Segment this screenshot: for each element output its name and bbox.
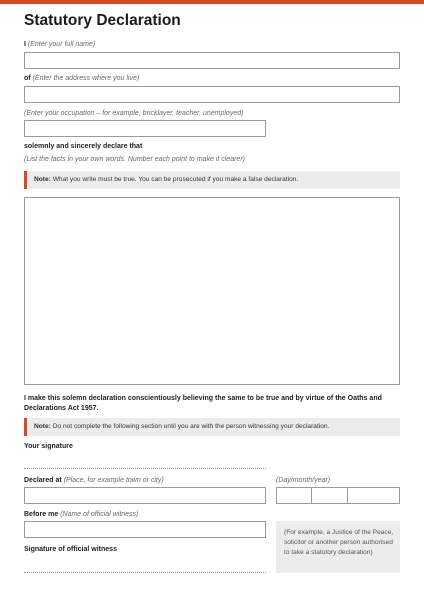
address-input[interactable] xyxy=(24,86,400,103)
note-label: Note: xyxy=(34,423,51,430)
witness-signature-label-row xyxy=(24,546,117,553)
witness-name-input[interactable] xyxy=(24,521,266,538)
note-false-declaration xyxy=(24,171,400,189)
witness-signature-label: Signature of official witness xyxy=(24,546,117,553)
name-label-row xyxy=(24,41,95,48)
note-witness xyxy=(24,418,400,436)
before-me-label-row xyxy=(24,511,138,518)
page-title: Statutory Declaration xyxy=(24,12,181,29)
occupation-hint: (Enter your occupation – for example, bricklayer, teacher, unemployed) xyxy=(24,110,244,117)
witness-info-text: (For example, a Justice of the Peace, solicitor or another person authorised to take a statutory declaration) xyxy=(284,529,394,556)
date-month-input[interactable] xyxy=(311,487,348,504)
witness-info-box xyxy=(276,521,400,573)
signature-label-row xyxy=(24,443,73,450)
note-accent-bar xyxy=(24,171,27,189)
declared-at-label-row xyxy=(24,477,164,484)
declare-intro-hint-row xyxy=(24,156,245,163)
note-label: Note: xyxy=(34,176,51,183)
before-me-hint: (Name of official witness) xyxy=(60,511,139,518)
address-label: of xyxy=(24,75,31,82)
witness-signature-line[interactable] xyxy=(24,572,266,573)
name-hint: (Enter your full name) xyxy=(27,41,96,48)
declared-at-label: Declared at xyxy=(24,477,62,484)
address-label-row xyxy=(24,75,139,82)
declare-intro-hint: (List the facts in your own words. Number each point to make it clearer) xyxy=(24,156,245,163)
name-label: I xyxy=(24,41,26,48)
top-accent-bar xyxy=(0,0,424,4)
note-text: Do not complete the following section until you are with the person witnessing your declaration. xyxy=(52,423,330,430)
date-label-row xyxy=(276,477,330,484)
note-accent-bar xyxy=(24,418,27,436)
declared-at-input[interactable] xyxy=(24,487,266,504)
before-me-label: Before me xyxy=(24,511,59,518)
declaration-statement: I make this solemn declaration conscientiously believing the same to be true and by virtue of the Oaths and Declarations Act 1957. xyxy=(24,395,382,412)
signature-label: Your signature xyxy=(24,443,73,450)
occupation-label-row xyxy=(24,110,243,117)
signature-line[interactable] xyxy=(24,468,266,469)
date-hint: (Day/month/year) xyxy=(276,477,331,484)
note-text: What you write must be true. You can be prosecuted if you make a false declaration. xyxy=(52,176,299,183)
date-day-input[interactable] xyxy=(276,487,312,504)
facts-textarea[interactable] xyxy=(24,197,400,385)
occupation-input[interactable] xyxy=(24,120,266,137)
full-name-input[interactable] xyxy=(24,52,400,69)
date-year-input[interactable] xyxy=(347,487,400,504)
declare-intro-label: solemnly and sincerely declare that xyxy=(24,143,143,150)
declared-at-hint: (Place, for example town or city) xyxy=(63,477,164,484)
address-hint: (Enter the address where you live) xyxy=(32,75,140,82)
